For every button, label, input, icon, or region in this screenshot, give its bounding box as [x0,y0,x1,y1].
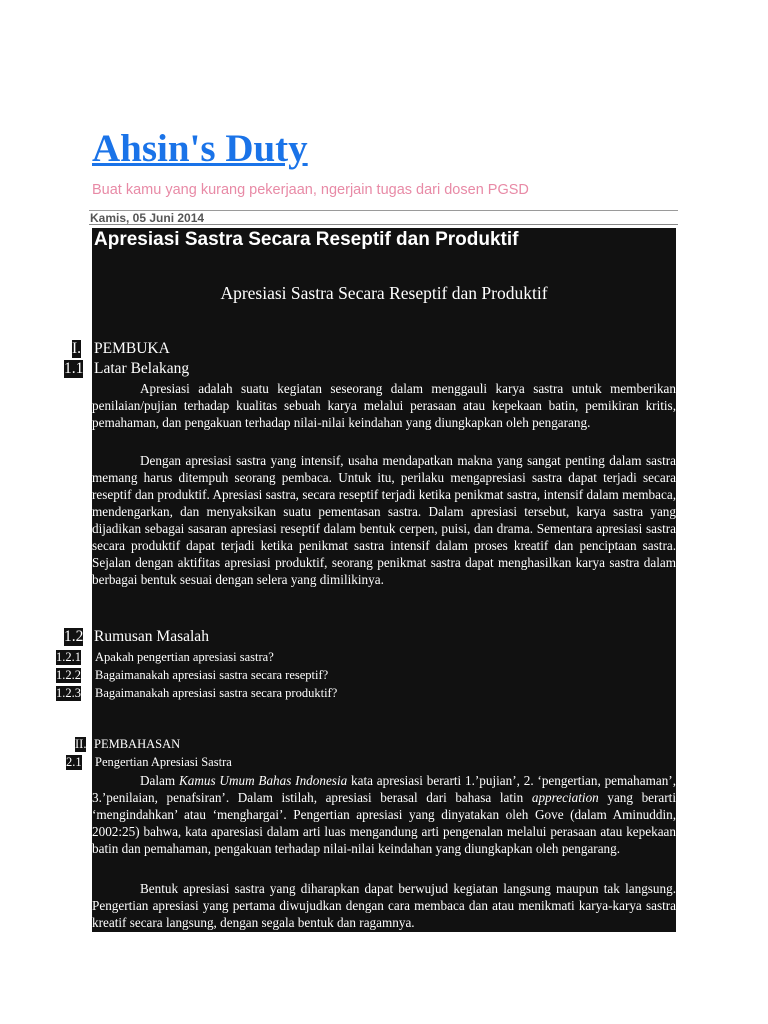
question-item: Apakah pengertian apresiasi sastra? [95,650,274,664]
paragraph: Dengan apresiasi sastra yang intensif, usaha mendapatkan makna yang sangat penting dalam sastra memang harus ditempuh seorang pembaca. Untuk itu, perilaku mengapresiasi sastra dapat terjadi secara reseptif dan produktif. Apresiasi sastra, secara reseptif terjadi ketika penikmat sastra, intensif dalam membaca, mendengarkan, dan menyaksikan suatu pementasan sastra. Dalam apresiasi tersebut, karya sastra yang dijadikan sebagai sasaran apresiasi reseptif dalam bentuk cerpen, puisi, dan drama. Sementara apresiasi sastra secara produktif dapat terjadi ketika penikmat sastra intensif dalam proses kreatif dan penciptaan sastra. Sejalan dengan aktifitas apresiasi produktif, seorang penikmat sastra dapat menghasilkan karya sastra dalam berbagai bentuk sesuai dengan selera yang dimilikinya. [92,453,676,587]
paragraph: Apresiasi adalah suatu kegiatan seseorang dalam menggauli karya sastra untuk memberikan penilaian/pujian terhadap kualitas sebuah karya melalui perasaan atau kepekaan batin, pemikiran kritis, pemahaman, dan pengakuan terhadap nilai-nilai keindahan yang diungkapkan oleh pengarang. [92,381,676,430]
paragraph: Bentuk apresiasi sastra yang diharapkan dapat berwujud kegiatan langsung maupun tak langsung. Pengertian apresiasi yang pertama diwujudkan dengan cara membaca dan atau menikmati karya-karya sastra kreatif secara langsung, dengan segala bentuk dan ragamnya. [92,881,676,930]
subsection-heading: Pengertian Apresiasi Sastra [95,755,232,769]
section-heading: PEMBAHASAN [94,737,181,751]
post-title: Apresiasi Sastra Secara Reseptif dan Produktif [94,229,519,250]
question-number: 1.2.3 [56,686,81,700]
question-item: Bagaimanakah apresiasi sastra secara produktif? [95,686,338,700]
date-divider-bottom [89,224,678,225]
subsection-number: 2.1 [66,755,82,769]
subsection-number: 1.2 [64,628,84,645]
question-item: Bagaimanakah apresiasi sastra secara reseptif? [95,668,329,682]
blog-title-link[interactable]: Ahsin's Duty [92,127,308,170]
post-body [56,228,676,932]
question-number: 1.2.1 [56,650,81,664]
post-date: Kamis, 05 Juni 2014 [90,211,205,225]
subsection-number: 1.1 [64,360,84,377]
section-number: II. [75,737,87,751]
section-heading: PEMBUKA [94,340,170,357]
subsection-heading: Latar Belakang [94,360,190,377]
subsection-heading: Rumusan Masalah [94,628,209,645]
paragraph: Dalam Kamus Umum Bahas Indonesia kata apresiasi berarti 1.’pujian’, 2. ‘pengertian, pemahaman’, 3.’penilaian, penafsiran’. Dalam istilah, apresiasi berasal dari bahasa latin appreciation yang berarti ‘mengindahkan’ atau ‘menghargai’. Pengertian apresiasi yang dinyatakan oleh Gove (dalam Aminuddin, 2002:25) bahwa, kata aparesiasi dalam arti luas mengandung arti pengenalan melalui perasaan atau kepekaan batin dan pemahaman, pengakuan terhadap nilai-nilai keindahan yang diungkapkan oleh pengarang. [92,773,676,856]
content-title: Apresiasi Sastra Secara Reseptif dan Produktif [220,283,548,303]
blog-description: Buat kamu yang kurang pekerjaan, ngerjain tugas dari dosen PGSD [92,182,529,198]
section-number: I. [72,340,82,357]
question-number: 1.2.2 [56,668,81,682]
